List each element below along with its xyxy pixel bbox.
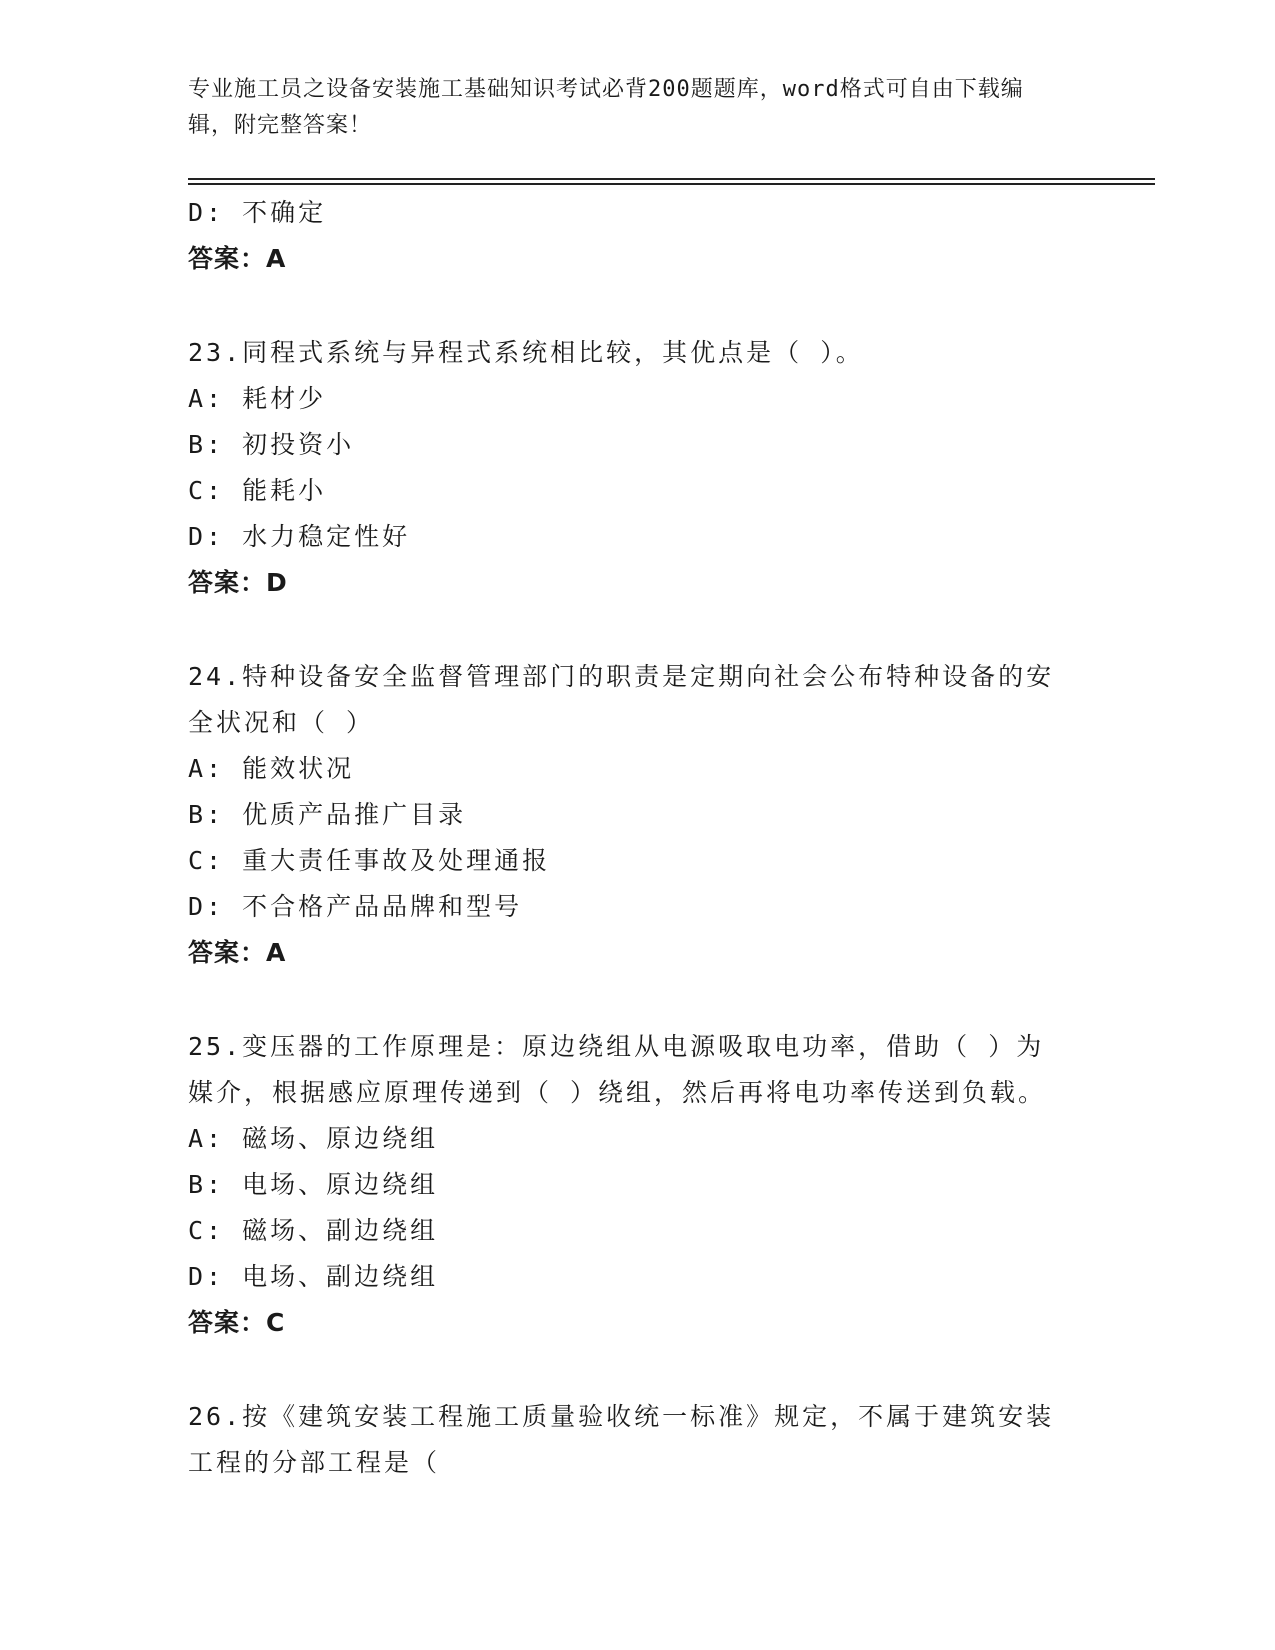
option-b: B: 优质产品推广目录	[188, 800, 467, 829]
header-divider-bottom	[188, 183, 1155, 185]
question-stem-line-2: 媒介，根据感应原理传递到（ ）绕组，然后再将电功率传送到负载。	[188, 1078, 1047, 1107]
header-divider-top	[188, 178, 1155, 180]
question-26	[188, 1394, 1088, 1486]
question-25	[188, 1024, 1088, 1346]
question-list	[188, 190, 1088, 1486]
question-stem-line-1: 24.特种设备安全监督管理部门的职责是定期向社会公布特种设备的安	[188, 662, 1055, 691]
option-c: C: 能耗小	[188, 476, 327, 505]
option-a: A: 磁场、原边绕组	[188, 1124, 439, 1153]
option-b: B: 电场、原边绕组	[188, 1170, 439, 1199]
question-stem-line-2: 全状况和（ ）	[188, 708, 375, 737]
option-d: D: 不确定	[188, 198, 327, 227]
answer-line: 答案：A	[188, 938, 287, 967]
question-22-tail	[188, 190, 1088, 282]
answer-line: 答案：C	[188, 1308, 286, 1337]
option-b: B: 初投资小	[188, 430, 355, 459]
option-d: D: 水力稳定性好	[188, 522, 411, 551]
document-header	[188, 72, 1068, 144]
question-stem-line-1: 25.变压器的工作原理是：原边绕组从电源吸取电功率，借助（ ）为	[188, 1032, 1045, 1061]
question-23	[188, 330, 1088, 606]
option-d: D: 电场、副边绕组	[188, 1262, 439, 1291]
option-a: A: 能效状况	[188, 754, 355, 783]
question-stem: 23.同程式系统与异程式系统相比较，其优点是（ ）。	[188, 338, 864, 367]
header-text: 专业施工员之设备安装施工基础知识考试必背200题题库，word格式可自由下载编辑，附完整答案！	[188, 77, 1024, 138]
answer-line: 答案：D	[188, 568, 288, 597]
question-stem-line-2: 工程的分部工程是（	[188, 1448, 441, 1477]
answer-line: 答案：A	[188, 244, 287, 273]
question-24	[188, 654, 1088, 976]
question-stem-line-1: 26.按《建筑安装工程施工质量验收统一标准》规定，不属于建筑安装	[188, 1402, 1055, 1431]
option-c: C: 磁场、副边绕组	[188, 1216, 439, 1245]
option-c: C: 重大责任事故及处理通报	[188, 846, 551, 875]
option-d: D: 不合格产品品牌和型号	[188, 892, 523, 921]
option-a: A: 耗材少	[188, 384, 327, 413]
